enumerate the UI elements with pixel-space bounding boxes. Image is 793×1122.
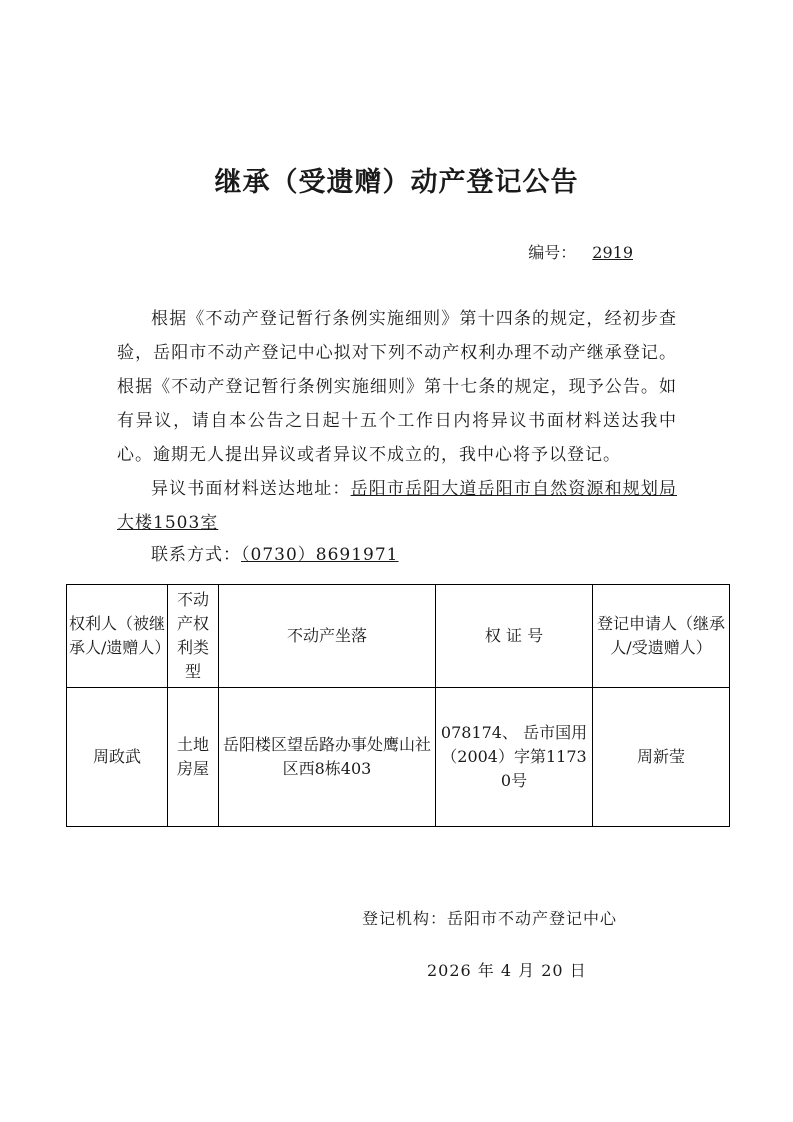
cell-applicant: 周新莹 [593,688,730,827]
contact-info [117,538,677,572]
address-label: 异议书面材料送达地址： [151,479,351,499]
contact-label: 联系方式： [151,545,241,565]
number-value: 2919 [592,243,633,262]
number-label: 编号： [528,243,577,262]
cell-certificate-no: 078174、 岳市国用（2004）字第11730号 [436,688,593,827]
page-title: 继承（受遗赠）动产登记公告 [214,167,579,198]
announcement-date: 2026 年 4 月 20 日 [427,961,587,980]
header-right-holder: 权利人（被继承人/遗赠人） [67,585,168,688]
registration-table [66,584,730,827]
header-location: 不动产坐落 [219,585,436,688]
table-header-row [67,585,730,688]
announcement-paragraph: 根据《不动产登记暂行条例实施细则》第十四条的规定，经初步查验，岳阳市不动产登记中心拟对下列不动产权利办理不动产继承登记。根据《不动产登记暂行条例实施细则》第十七条的规定，现予公告。如有异议，请自本公告之日起十五个工作日内将异议书面材料送达我中心。逾期无人提出异议或者异议不成立的，我中心将予以登记。 [117,309,677,465]
contact-value: （0730）8691971 [241,545,399,565]
cell-right-type: 土地房屋 [168,688,219,827]
table-row [67,688,730,827]
cell-right-holder: 周政武 [67,688,168,827]
header-applicant: 登记申请人（继承人/受遗赠人） [593,585,730,688]
registration-agency: 登记机构：岳阳市不动产登记中心 [362,909,618,928]
document-number [528,240,633,263]
header-certificate-no: 权 证 号 [436,585,593,688]
cell-location: 岳阳楼区望岳路办事处鹰山社区西8栋403 [219,688,436,827]
header-right-type: 不动产权利类型 [168,585,219,688]
objection-address [117,472,677,540]
address-value: 岳阳市岳阳大道岳阳市自然资源和规划局大楼1503室 [117,479,678,533]
